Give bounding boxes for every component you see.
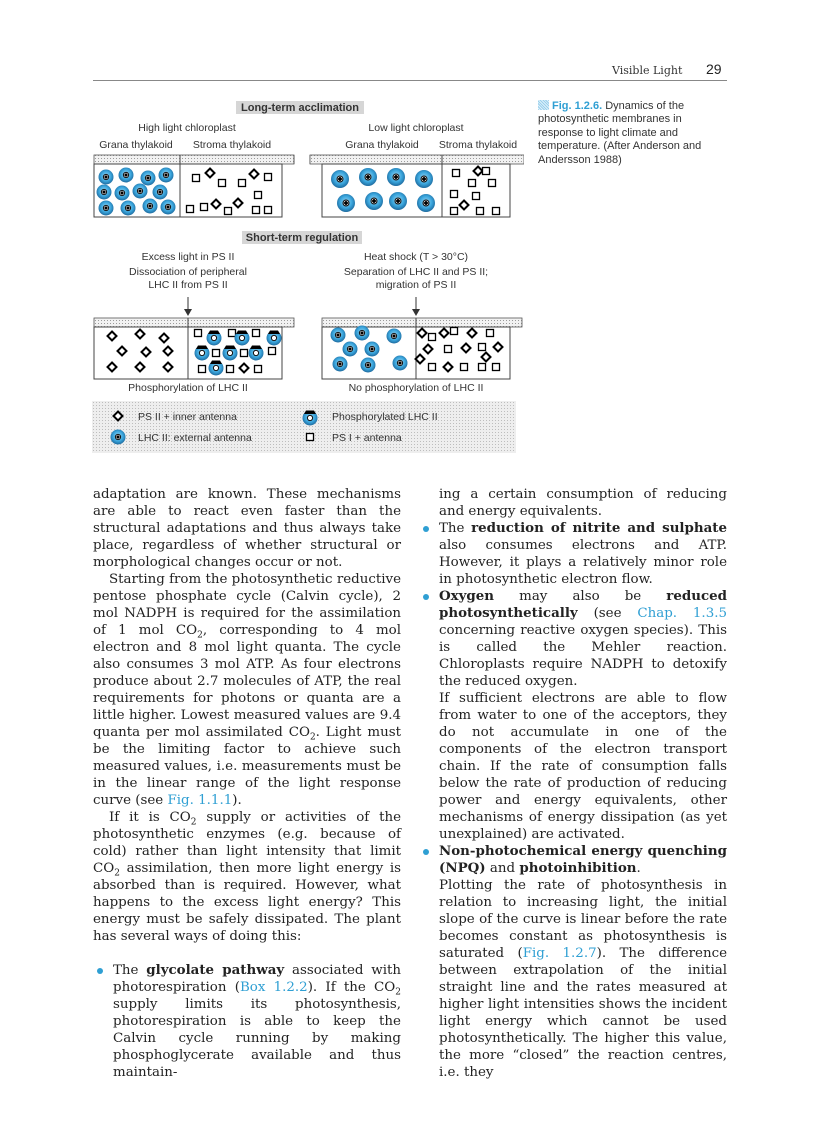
low-light-membrane bbox=[310, 155, 524, 217]
low-light-label: Low light chloroplast bbox=[368, 122, 464, 134]
chap-link[interactable]: Chap. 1.3.5 bbox=[637, 606, 727, 621]
long-term-title: Long-term acclimation bbox=[241, 102, 359, 114]
page-number: 29 bbox=[706, 61, 722, 77]
short-term-title: Short-term regulation bbox=[245, 232, 359, 244]
caption-marker-icon bbox=[538, 100, 549, 110]
separation-label: Separation of LHC II and PS II; bbox=[343, 266, 489, 278]
thylakoid-diagram bbox=[92, 95, 524, 457]
non-phosphorylated-membrane bbox=[322, 318, 522, 379]
figure-1-2-6 bbox=[92, 95, 524, 457]
figure-legend bbox=[92, 401, 516, 453]
high-light-label: High light chloroplast bbox=[138, 122, 236, 134]
stroma-label-high: Stroma thylakoid bbox=[192, 139, 272, 151]
header-rule bbox=[93, 80, 727, 81]
paragraph: If it is $CO_2$ supply or activities of the photosynthetic enzymes (e.g. because of cold) rather than light intensity that limit $CO_2$ assimilation, then more light energy is absorbed than is required. However, what happens to the excess light energy? This energy must be safely dissipated. The plant has several ways of doing this: bbox=[93, 810, 402, 944]
bullet-item: Non-photochemical energy quenching (NPQ) and photoinhibition. bbox=[419, 843, 727, 877]
right-column bbox=[419, 486, 727, 1081]
phosphorylated-membrane bbox=[94, 318, 294, 379]
bullet-item: The glycolate pathway associated with photorespiration (Box 1.2.2). If the $CO_2$ supply limits its photosynthesis, photorespiration is able to keep the Calvin cycle running by making phosphoglycerate available and thus maintain- bbox=[93, 962, 401, 1081]
dissociation-label: Dissociation of peripheral bbox=[129, 266, 247, 278]
excess-light-label: Excess light in PS II bbox=[141, 251, 235, 263]
figure-caption bbox=[538, 100, 728, 167]
caption-label: Fig. 1.2.6. bbox=[552, 100, 603, 112]
fig-link[interactable]: Fig. 1.2.7 bbox=[522, 946, 597, 961]
phosphorylation-label: Phosphorylation of LHC II bbox=[128, 382, 248, 394]
paragraph: Plotting the rate of photosynthesis in relation to increasing light, the initial slope of the curve is linear before the rate becomes constant as photosynthesis is saturated (Fig. 1.2.7). The difference between extrapolation of the initial straight line and the rates measured at higher light intensities shows the incident light energy which cannot be used photosynthetically. The higher this value, the more “closed” the reaction centres, i.e. they bbox=[439, 878, 727, 1080]
running-header: Visible Light bbox=[612, 64, 683, 77]
stroma-label-low: Stroma thylakoid bbox=[438, 139, 518, 151]
heat-shock-label: Heat shock (T > 30°C) bbox=[363, 251, 469, 263]
arrow-down-icon bbox=[412, 309, 420, 316]
legend-lhc2: LHC II: external antenna bbox=[138, 432, 252, 444]
caption-text: Dynamics of the photosynthetic membranes in response to light climate and temperature. (After Anderson and Andersson 1988) bbox=[538, 100, 702, 166]
bullet-item: Oxygen may also be reduced photosynthetically (see Chap. 1.3.5 concerning reactive oxygen species). This is called the Mehler reaction. Chloroplasts require NADPH to detoxify the reduced oxygen. bbox=[419, 588, 727, 690]
high-light-membrane bbox=[94, 155, 294, 217]
box-link[interactable]: Box 1.2.2 bbox=[239, 980, 308, 995]
no-phosphorylation-label: No phosphorylation of LHC II bbox=[348, 382, 484, 394]
legend-ps2: PS II + inner antenna bbox=[138, 411, 237, 423]
left-column bbox=[93, 486, 401, 1081]
paragraph: adaptation are known. These mechanisms are able to react even faster than the structural adaptations and thus always take place, regardless of whether structural or morphological changes occur or not. bbox=[93, 487, 401, 570]
migration-label: migration of PS II bbox=[375, 279, 457, 291]
grana-label-high: Grana thylakoid bbox=[99, 139, 173, 151]
grana-label-low: Grana thylakoid bbox=[345, 139, 419, 151]
paragraph: Starting from the photosynthetic reductive pentose phosphate cycle (Calvin cycle), 2 mol NADPH is required for the assimilation of 1 mol $CO_2$, corresponding to 4 mol electron and 8 mol light quanta. The cycle also consumes 3 mol ATP. As four electrons produce about 2.7 molecules of ATP, the real requirements for photons or quanta are a little higher. Lowest measured values are 9.4 quanta per mol assimilated $CO_2$. Light must be the limiting factor to achieve such measured values, i.e. measurements must be in the linear range of the light response curve (see Fig. 1.1.1). bbox=[93, 572, 401, 808]
legend-phos: Phosphorylated LHC II bbox=[332, 411, 438, 423]
paragraph: If sufficient electrons are able to flow from water to one of the acceptors, they do not accumulate in one of the components of the electron transport chain. If the rate of consumption falls below the rate of production of reducing power and energy equivalents, other mechanisms of energy dissipation (as yet unexplained) are activated. bbox=[439, 691, 727, 842]
arrow-down-icon bbox=[184, 309, 192, 316]
legend-ps1: PS I + antenna bbox=[332, 432, 402, 444]
lhc-from-ps-label: LHC II from PS II bbox=[148, 279, 228, 291]
paragraph: ing a certain consumption of reducing and energy equivalents. bbox=[439, 487, 727, 519]
fig-link[interactable]: Fig. 1.1.1 bbox=[167, 793, 233, 808]
bullet-item: The reduction of nitrite and sulphate also consumes electrons and ATP. However, it plays a relatively minor role in photosynthetic electron flow. bbox=[419, 520, 727, 588]
